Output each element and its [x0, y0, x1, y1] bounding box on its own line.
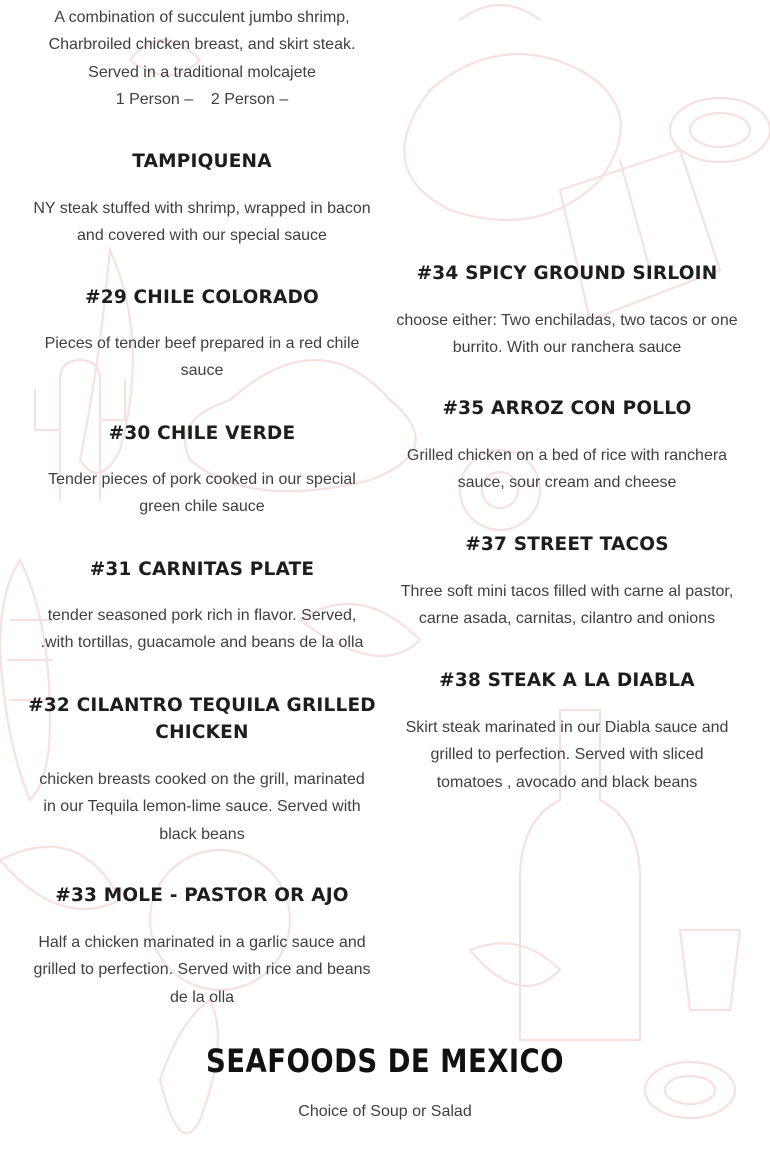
- menu-item-38-steak-a-la-diabla: [382, 667, 752, 796]
- menu-item-32-cilantro-tequila-chicken: [0, 692, 404, 848]
- desc-line: sauce, sour cream and cheese: [457, 474, 677, 492]
- desc-line: Grilled chicken on a bed of rice with ranchera: [406, 447, 728, 464]
- item-title: #29 CHILE COLORADO: [85, 287, 319, 308]
- item-title: #34 SPICY GROUND SIRLOIN: [416, 263, 718, 284]
- desc-line: Half a chicken marinated in a garlic sauce and: [38, 934, 366, 951]
- seafood-section-header: [0, 1041, 770, 1125]
- item-title: #35 ARROZ CON POLLO: [442, 398, 692, 419]
- desc-line: tender seasoned pork rich in flavor. Served,: [47, 607, 357, 624]
- item-title-line: CHICKEN: [155, 722, 249, 743]
- desc-line: Tender pieces of pork cooked in our special: [48, 471, 356, 488]
- desc-line: Charbroiled chicken breast, and skirt steak.: [48, 36, 356, 54]
- onion-ring-doodle: [670, 98, 770, 162]
- desc-line: tomatoes , avocado and black beans: [436, 773, 698, 791]
- menu-item-31-carnitas-plate: [0, 556, 404, 657]
- desc-line: in our Tequila lemon-lime sauce. Served with: [43, 798, 361, 816]
- desc-line: grilled to perfection. Served with sliced: [430, 746, 704, 764]
- desc-line: black beans: [159, 825, 245, 843]
- desc-line: Pieces of tender beef prepared in a red chile: [44, 335, 360, 352]
- item-title: #37 STREET TACOS: [465, 534, 669, 555]
- menu-item-37-street-tacos: [382, 531, 752, 633]
- menu-item-30-chile-verde: [0, 420, 404, 521]
- menu-item-29-chile-colorado: [0, 284, 404, 385]
- molcajete-description: [0, 4, 404, 113]
- menu-item-34-spicy-ground-sirloin: [382, 260, 752, 362]
- desc-line: de la olla: [169, 988, 235, 1006]
- item-title-line: #32 CILANTRO TEQUILA GRILLED: [28, 695, 376, 716]
- desc-line: burrito. With our ranchera sauce: [452, 339, 682, 357]
- item-title: TAMPIQUENA: [132, 151, 272, 172]
- desc-line: Three soft mini tacos filled with carne al pastor,: [400, 583, 734, 600]
- menu-item-33-mole-pastor-ajo: [0, 882, 404, 1011]
- desc-line: A combination of succulent jumbo shrimp,: [54, 9, 350, 26]
- desc-line: sauce: [180, 362, 224, 380]
- item-title: #33 MOLE - PASTOR OR AJO: [55, 885, 349, 906]
- desc-line: and covered with our special sauce: [77, 227, 327, 245]
- desc-line: chicken breasts cooked on the grill, marinated: [39, 771, 365, 788]
- desc-line: carne asada, carnitas, cilantro and onions: [418, 610, 716, 628]
- item-title: #30 CHILE VERDE: [108, 423, 296, 444]
- menu-item-35-arroz-con-pollo: [382, 395, 752, 497]
- section-subtitle: Choice of Soup or Salad: [298, 1103, 472, 1120]
- desc-line: Served in a traditional molcajete: [88, 63, 316, 81]
- desc-line: Skirt steak marinated in our Diabla sauce and: [405, 719, 729, 736]
- desc-line: grilled to perfection. Served with rice and beans: [33, 961, 371, 979]
- desc-line: .with tortillas, guacamole and beans de la olla: [40, 634, 364, 652]
- menu-item-tampiquena: [0, 148, 404, 250]
- section-title: SEAFOODS DE MEXICO: [206, 1042, 564, 1080]
- price-line: 1 Person – 2 Person –: [115, 90, 289, 108]
- glass-doodle: [680, 930, 740, 1010]
- item-title: #38 STEAK A LA DIABLA: [439, 670, 695, 691]
- item-title: #31 CARNITAS PLATE: [89, 559, 315, 580]
- desc-line: NY steak stuffed with shrimp, wrapped in bacon: [33, 200, 371, 217]
- desc-line: choose either: Two enchiladas, two tacos or one: [396, 312, 738, 329]
- desc-line: green chile sauce: [139, 498, 265, 516]
- lime-doodle: [470, 943, 560, 986]
- egg-doodle: [404, 54, 621, 220]
